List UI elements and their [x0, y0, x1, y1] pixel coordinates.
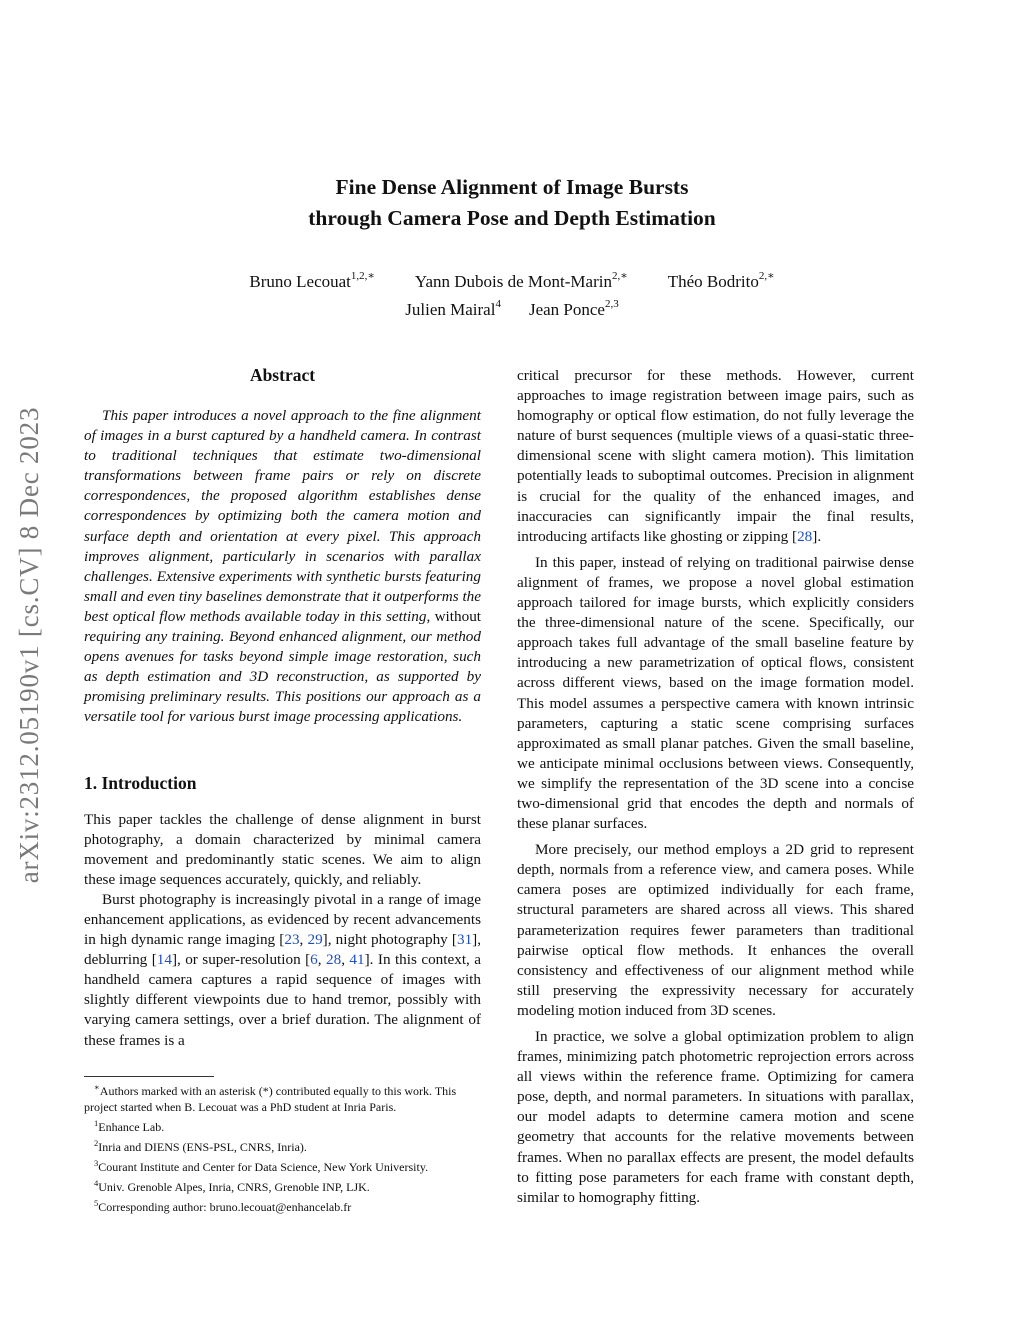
footnote: $^1$Enhance Lab.	[94, 1118, 165, 1134]
paper-title	[0, 172, 1024, 234]
author-name: Théo Bodrito	[667, 272, 759, 291]
author-name: Yann Dubois de Mont-Marin	[414, 272, 612, 291]
author-affiliation: 2,3	[604, 298, 619, 311]
author-row-1	[0, 268, 1024, 296]
right-column	[517, 366, 914, 1208]
author-row-2	[0, 296, 1024, 324]
arxiv-identifier: arXiv:2312.05190v1 [cs.CV] 8 Dec 2023	[14, 406, 44, 884]
author-affiliation: 1,2,∗	[350, 270, 375, 283]
abstract-heading: Abstract	[249, 365, 316, 385]
footnote: $^2$Inria and DIENS (ENS-PSL, CNRS, Inria).	[94, 1138, 307, 1154]
body-paragraph: In this paper, instead of relying on traditional pairwise dense alignment of frames, we propose a novel global estimation approach tailored for image bursts, which explicitly considers the three-dimensional nature of the scene. Specifically, our approach takes full advantage of the small baseline feature by introducing a new parametrization of optical flows, consistent across different views, based on the image formation model. This model assumes a perspective camera with known intrinsic parameters, capturing a static scene comprising surfaces approximated as small planar patches. Given the small baseline, we anticipate minimal occlusions between views. Consequently, we simplify the representation of the 3D scene into a concise two-dimensional grid that encodes the depth and normals of these planar surfaces.	[517, 553, 914, 833]
citation-link[interactable]: 29	[307, 931, 323, 949]
citation-link[interactable]: 31	[456, 931, 473, 949]
footnote-divider	[84, 1076, 214, 1077]
title-line-1: Fine Dense Alignment of Image Bursts	[335, 175, 689, 199]
citation-link[interactable]: 28	[326, 951, 342, 969]
intro-paragraph-1: This paper tackles the challenge of dense alignment in burst photography, a domain characterized by minimal camera movement and predominantly static scenes. We aim to align these image sequences accurately, quickly, and reliably.	[84, 810, 481, 888]
citation-link[interactable]: 23	[284, 931, 300, 949]
author-list	[0, 268, 1024, 324]
footnote: $^5$Corresponding author: bruno.lecouat@enhancelab.fr	[94, 1198, 352, 1214]
body-paragraph: In practice, we solve a global optimization problem to align frames, minimizing patch photometric reprojection errors across all views within the reference frame. Optimizing for camera pose, depth, and normal parameters. In situations with parallax, our model adapts to determine camera motion and scene geometry that accounts for the relative movements between frames. When no parallax effects are present, the model defaults to fitting pose parameters for each frame with constant depth, similar to homography fitting.	[517, 1028, 914, 1206]
body-paragraph: critical precursor for these methods. However, current approaches to image registration between image pairs, such as homography or optical flow estimation, do not fully leverage the nature of burst sequences (multiple views of a quasi-static three-dimensional scene with slight camera motion). This limitation potentially leads to suboptimal outcomes. Precision in alignment is crucial for the quality of the enhanced images, and inaccuracies can significantly impair the final results, introducing artifacts like ghosting or zipping [28].	[517, 367, 914, 545]
left-column	[84, 362, 481, 1051]
author-name: Jean Ponce	[528, 300, 605, 319]
citation-link[interactable]: 14	[156, 951, 172, 969]
footnotes	[84, 1079, 486, 1215]
citation-link[interactable]: 6	[310, 951, 318, 969]
citation-link[interactable]: 41	[349, 951, 365, 969]
footnote: $^4$Univ. Grenoble Alpes, Inria, CNRS, Grenoble INP, LJK.	[94, 1178, 370, 1194]
author-affiliation: 2,∗	[758, 270, 775, 283]
author-name: Julien Mairal	[405, 300, 496, 319]
body-paragraph: More precisely, our method employs a 2D grid to represent depth, normals from a reference view, and camera poses. While camera poses are optimized individually for each frame, structural parameters are shared across all views. This shared parameterization requires fewer parameters than traditional pairwise optical flow methods. It enhances the overall consistency and effectiveness of our alignment method while still preserving the expressivity necessary for accurately modeling motion induced from 3D scenes.	[517, 841, 914, 1019]
title-line-2: through Camera Pose and Depth Estimation	[308, 206, 716, 230]
footnote: $^3$Courant Institute and Center for Data Science, New York University.	[94, 1158, 429, 1174]
author-affiliation: 2,∗	[611, 270, 628, 283]
intro-paragraph-2: Burst photography is increasingly pivotal in a range of image enhancement applications, as evidenced by recent advancements in high dynamic range imaging [23, 29], night photography [31], deblurring [14], or super-resolution [6, 28, 41]. In this context, a handheld camera captures a rapid sequence of images with slightly different viewpoints due to hand tremor, possibly with varying camera settings, over a brief duration. The alignment of these frames is a	[84, 890, 482, 1049]
citation-link[interactable]: 28	[797, 527, 813, 545]
author-affiliation: 4	[495, 298, 501, 311]
abstract-text: This paper introduces a novel approach to the fine alignment of images in a burst captured by a handheld camera. In contrast to traditional techniques that estimate two-dimensional transformations between frame pairs or rely on discrete correspondences, the proposed algorithm establishes dense correspondences by optimizing both the camera motion and surface depth and orientation at every pixel. This approach improves alignment, particularly in scenarios with parallax challenges. Extensive experiments with synthetic bursts featuring small and even tiny baselines demonstrate that it outperforms the best optical flow methods available today in this setting, without requiring any training. Beyond enhanced alignment, our method opens avenues for tasks beyond simple image restoration, such as depth estimation and 3D reconstruction, as supported by promising preliminary results. This positions our approach as a versatile tool for various burst image processing applications.	[84, 407, 482, 726]
section-heading-introduction: 1. Introduction	[84, 772, 197, 793]
author-name: Bruno Lecouat	[249, 272, 351, 291]
footnote: ∗Authors marked with an asterisk (*) contributed equally to this work. This project started when B. Lecouat was a PhD student at Inria Paris.	[84, 1082, 457, 1114]
